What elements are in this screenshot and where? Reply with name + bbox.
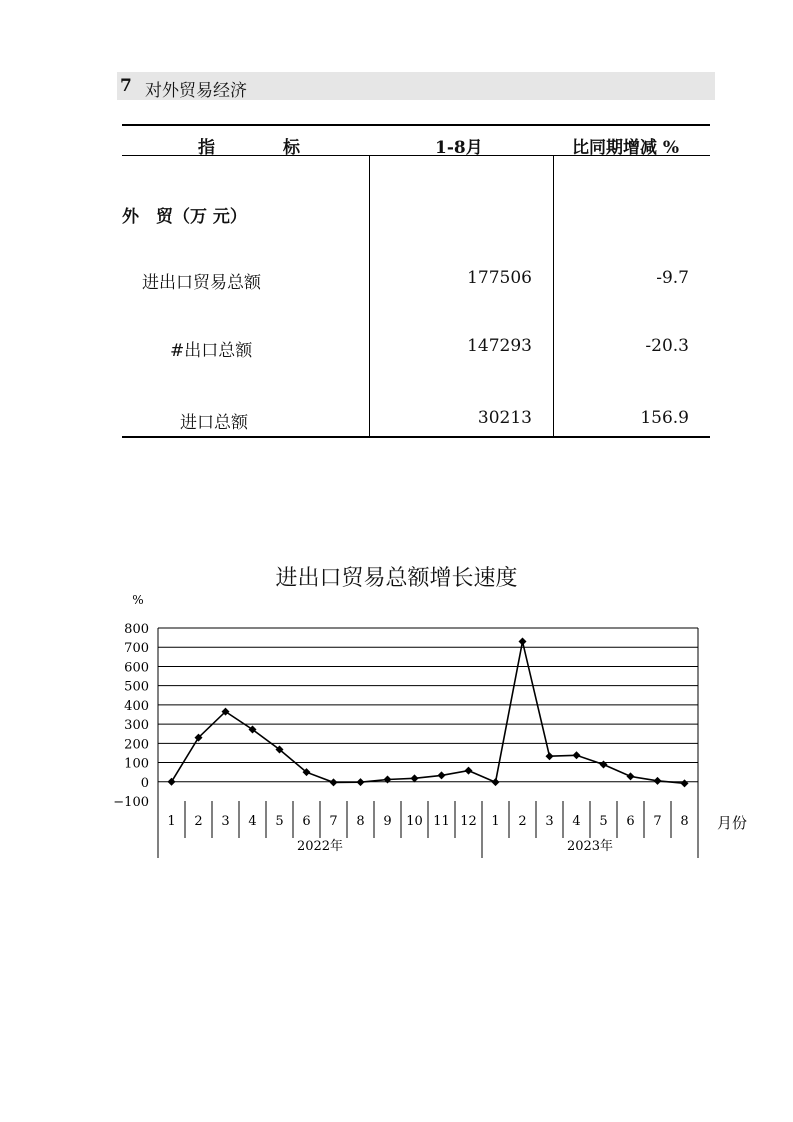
header-indicator: 指 标 (198, 138, 300, 158)
row-value: 177506 (467, 268, 532, 288)
table-top-rule (122, 124, 710, 126)
data-point (411, 774, 419, 782)
chart-title: 进出口贸易总额增长速度 (275, 566, 518, 591)
data-point (600, 760, 608, 768)
data-point (465, 767, 473, 775)
row-value: 30213 (477, 408, 532, 428)
x-tick-label: 3 (545, 814, 554, 829)
data-point (519, 637, 527, 645)
section-header (117, 72, 715, 100)
section-title: 对外贸易经济 (145, 81, 247, 101)
data-point (168, 778, 176, 786)
x-tick-label: 1 (167, 814, 176, 829)
row-value: 147293 (467, 336, 532, 356)
x-tick-label: 7 (329, 814, 338, 829)
y-tick-label: −100 (113, 795, 149, 810)
x-tick-label: 2 (194, 814, 203, 829)
x-tick-label: 5 (275, 814, 284, 829)
row-change: 156.9 (640, 408, 689, 428)
x-tick-label: 6 (302, 814, 311, 829)
x-tick-label: 7 (653, 814, 662, 829)
x-tick-label: 1 (491, 814, 500, 829)
x-tick-label: 2 (518, 814, 527, 829)
data-point (681, 779, 689, 787)
x-tick-label: 3 (221, 814, 230, 829)
x-tick-label: 8 (356, 814, 365, 829)
row-label: 进口总额 (180, 413, 248, 433)
header-change: 比同期增减 % (572, 138, 680, 158)
table-column-divider (553, 155, 554, 437)
x-tick-label: 4 (248, 814, 257, 829)
row-change: -9.7 (656, 268, 689, 288)
x-tick-label: 10 (406, 814, 423, 829)
growth-line-chart (0, 585, 793, 875)
row-label: 进出口贸易总额 (142, 273, 261, 293)
x-tick-label: 6 (626, 814, 635, 829)
group-label: 外 贸（万 元） (122, 207, 247, 227)
y-tick-label: 200 (124, 737, 149, 753)
row-label: #出口总额 (170, 341, 253, 361)
data-point (546, 752, 554, 760)
x-tick-label: 5 (599, 814, 608, 829)
y-tick-label: 400 (124, 698, 149, 714)
x-axis-label: 月份 (717, 814, 748, 832)
x-group-label: 2022年 (296, 839, 344, 854)
x-tick-label: 11 (433, 814, 450, 829)
series-line (172, 642, 685, 784)
y-tick-label: 100 (124, 756, 149, 772)
data-point (627, 772, 635, 780)
data-point (357, 778, 365, 786)
data-point (573, 751, 581, 759)
y-tick-label: 500 (124, 679, 149, 695)
y-tick-label: 300 (124, 718, 149, 734)
table-bottom-rule (122, 436, 710, 438)
header-period: 1-8月 (435, 138, 483, 158)
y-tick-label: 700 (124, 641, 149, 657)
y-tick-label: 0 (140, 775, 149, 791)
data-point (330, 778, 338, 786)
trade-table (122, 124, 710, 438)
y-tick-label: 600 (124, 660, 149, 676)
data-point (492, 778, 500, 786)
y-axis-unit: % (132, 593, 144, 607)
x-tick-label: 12 (460, 814, 477, 829)
x-tick-label: 4 (572, 814, 581, 829)
row-change: -20.3 (645, 336, 689, 356)
table-column-divider (369, 155, 370, 437)
x-group-label: 2023年 (566, 839, 614, 854)
y-tick-label: 800 (124, 622, 149, 637)
x-tick-label: 9 (383, 814, 392, 829)
section-number: 7 (120, 76, 132, 96)
data-point (654, 777, 662, 785)
x-tick-label: 8 (680, 814, 689, 829)
data-point (438, 771, 446, 779)
